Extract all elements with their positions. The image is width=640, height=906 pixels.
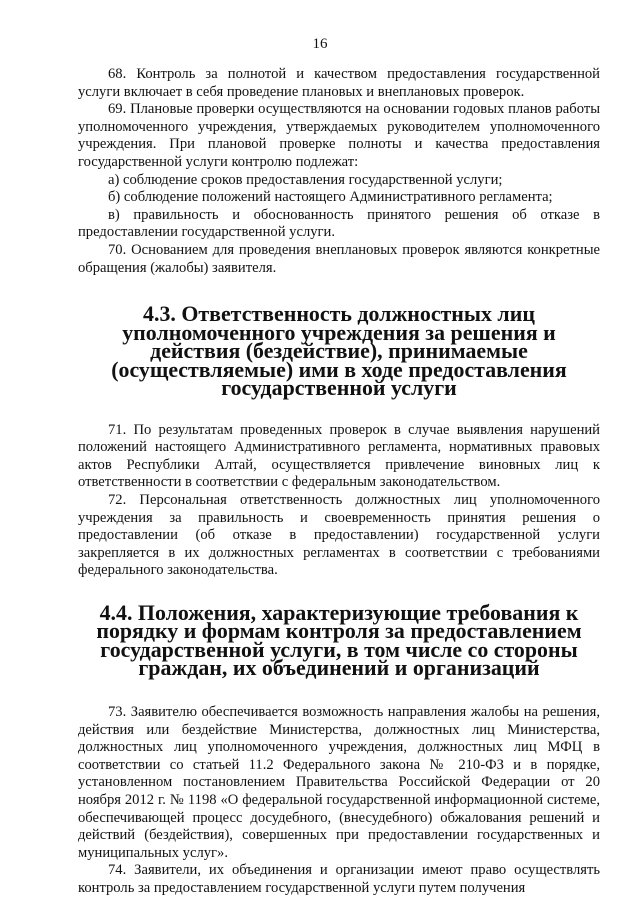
section-heading-4-4: 4.4. Положения, характеризующие требования к порядку и формам контроля за предоставлением государственной услуги, в том числе со стороны граждан, их объединений и организаций: [96, 599, 582, 681]
paragraph-73: 73. Заявителю обеспечивается возможность направления жалобы на решения, действия или бездействие Министерства, должностных лиц Министерства, должностных лиц уполномоченного учреждения, должностных лиц МФЦ в соответствии со статьей 11.2 Федерального закона № 210-ФЗ и в порядке, установленном постановлением Правительства Российской Федерации от 20 ноября 2012 г. № 1198 «О федеральной государственной информационной системе, обеспечивающей процесс досудебного, (внесудебного) обжалования решений и действий (бездействия), совершенных при предоставлении государственных и муниципальных услуг».: [78, 703, 600, 861]
paragraph-69: 69. Плановые проверки осуществляются на основании годовых планов работы уполномоченного учреждения, утверждаемых руководителем уполномоченного учреждения. При плановой проверке полноты и качества предоставления государственной услуги контролю подлежат:: [78, 101, 600, 170]
page-number: 16: [312, 36, 328, 52]
paragraph-70: 70. Основанием для проведения внеплановых проверок являются конкретные обращения (жалобы) заявителя.: [78, 241, 600, 276]
section-heading-4-3: 4.3. Ответственность должностных лиц уполномоченного учреждения за решения и действия (бездействие), принимаемые (осуществляемые) ими в ходе предоставления государственной услуги: [111, 301, 567, 401]
list-item-a: а) соблюдение сроков предоставления государственной услуги;: [108, 171, 503, 188]
paragraph-71: 71. По результатам проведенных проверок в случае выявления нарушений положений настоящего Административного регламента, нормативных правовых актов Республики Алтай, осуществляется привлечение виновных лиц к ответственности в соответствии с федеральным законодательством.: [78, 421, 600, 491]
paragraph-74: 74. Заявители, их объединения и организации имеют право осуществлять контроль за предоставлением государственной услуги путем получения: [78, 862, 600, 896]
paragraph-72: 72. Персональная ответственность должностных лиц уполномоченного учреждения за правильность и своевременность принятия решения о предоставлении (об отказе в предоставлении) государственной услуги закрепляется в их должностных регламентах в соответствии с требованиями федерального законодательства.: [78, 492, 600, 579]
list-item-v: в) правильность и обоснованность принятого решения об отказе в предоставлении государственной услуги.: [78, 206, 600, 241]
paragraph-68: 68. Контроль за полнотой и качеством предоставления государственной услуги включает в себя проведение плановых и внеплановых проверок.: [78, 66, 600, 100]
list-item-b: б) соблюдение положений настоящего Административного регламента;: [108, 189, 553, 206]
document-body: [78, 66, 600, 898]
